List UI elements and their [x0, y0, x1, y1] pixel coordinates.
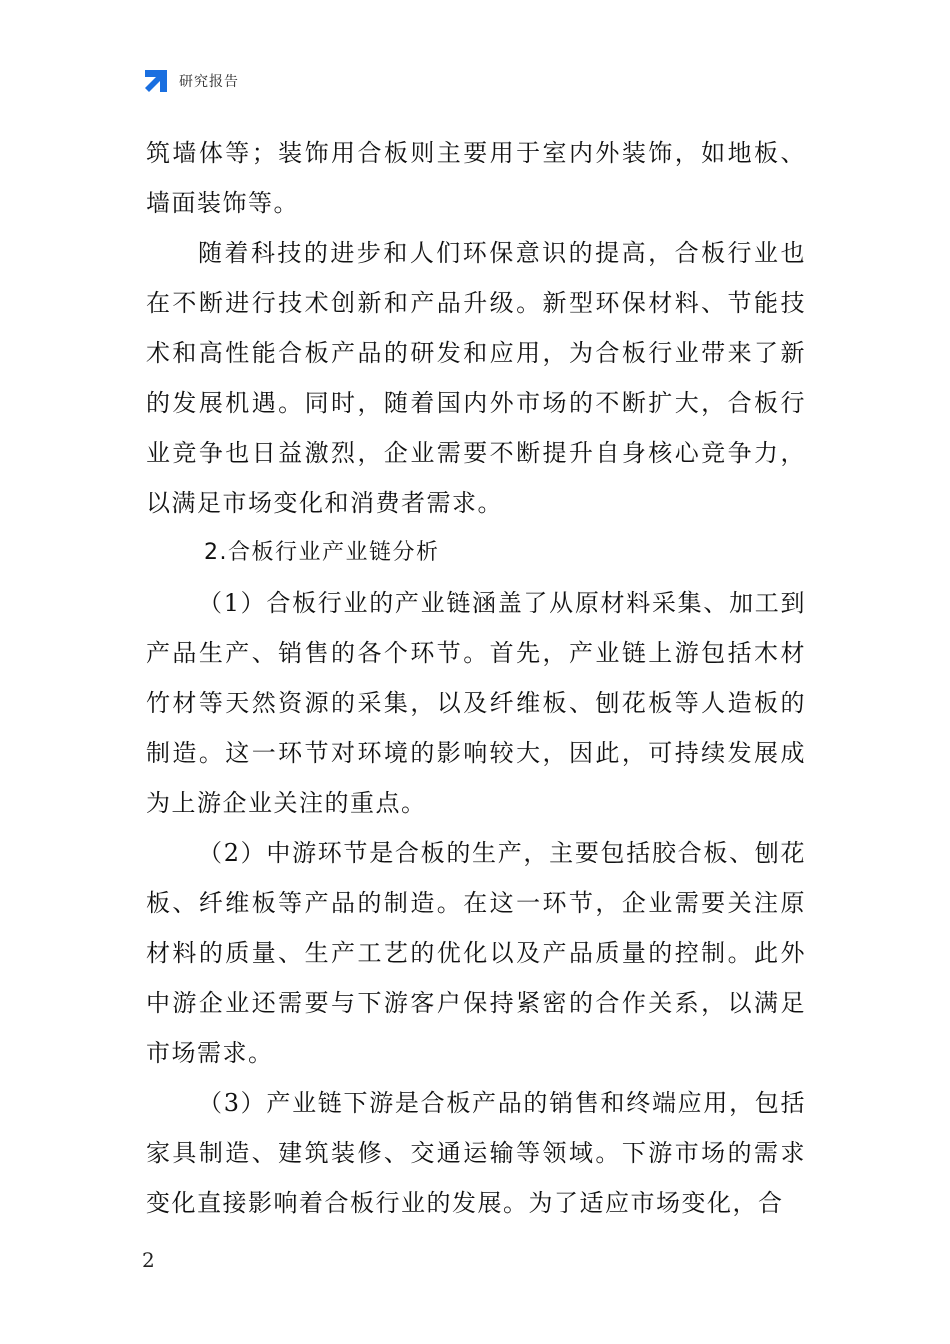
header-title: 研究报告	[179, 74, 239, 90]
paragraph-continuation: 筑墙体等；装饰用合板则主要用于室内外装饰，如地板、墙面装饰等。	[146, 139, 806, 217]
arrow-up-right-icon	[142, 67, 170, 95]
paragraph-technology: 随着科技的进步和人们环保意识的提高，合板行业也在不断进行技术创新和产品升级。新型环保材料、节能技术和高性能合板产品的研发和应用，为合板行业带来了新的发展机遇。同时，随着国内外市场的不断扩大，合板行业竞争也日益激烈，企业需要不断提升自身核心竞争力，以满足市场变化和消费者需求。	[146, 239, 806, 517]
page-header	[142, 66, 239, 96]
paragraph-upstream: （1）合板行业的产业链涵盖了从原材料采集、加工到产品生产、销售的各个环节。首先，产业链上游包括木材竹材等天然资源的采集，以及纤维板、刨花板等人造板的制造。这一环节对环境的影响较大，因此，可持续发展成为上游企业关注的重点。	[146, 589, 806, 817]
section-heading: 2.合板行业产业链分析	[204, 540, 440, 565]
paragraph-downstream: （3）产业链下游是合板产品的销售和终端应用，包括家具制造、建筑装修、交通运输等领域。下游市场的需求变化直接影响着合板行业的发展。为了适应市场变化，合	[146, 1089, 806, 1217]
page-number: 2	[142, 1248, 155, 1272]
paragraph-midstream: （2）中游环节是合板的生产，主要包括胶合板、刨花板、纤维板等产品的制造。在这一环节，企业需要关注原材料的质量、生产工艺的优化以及产品质量的控制。此外中游企业还需要与下游客户保持紧密的合作关系，以满足市场需求。	[146, 839, 806, 1067]
document-body	[146, 128, 806, 1228]
